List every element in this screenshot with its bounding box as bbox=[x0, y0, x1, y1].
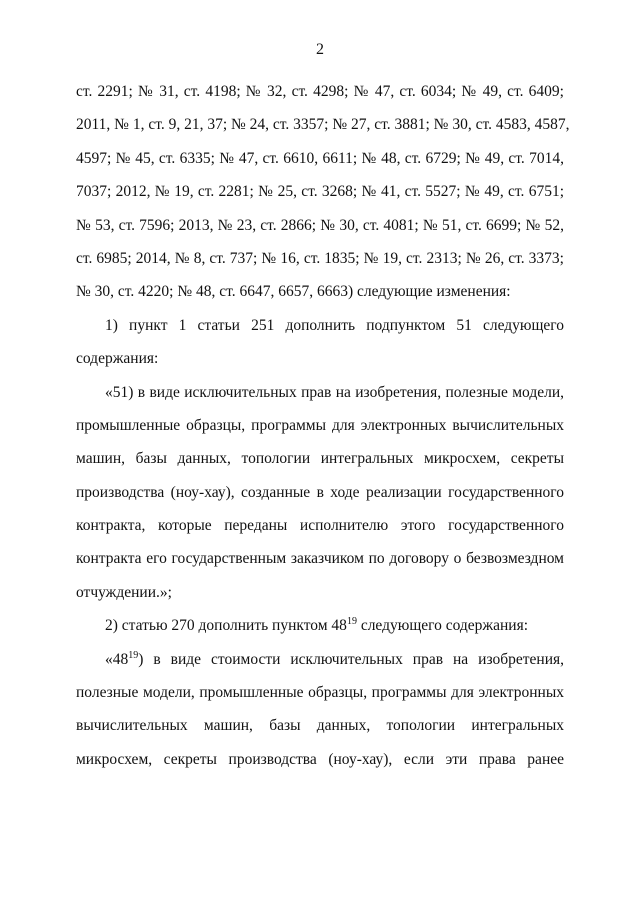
text-line: 2011, № 1, ст. 9, 21, 37; № 24, ст. 3357; № 27, ст. 3881; № 30, ст. 4583, 4587, bbox=[76, 116, 570, 134]
text-line: 4597; № 45, ст. 6335; № 47, ст. 6610, 6611; № 48, ст. 6729; № 49, ст. 7014, bbox=[76, 149, 564, 167]
document-body bbox=[76, 75, 570, 776]
text-line: № 30, ст. 4220; № 48, ст. 6647, 6657, 6663) следующие изменения: bbox=[76, 283, 511, 301]
item2-superscript: 19 bbox=[346, 616, 357, 628]
text-line: вычислительных машин, базы данных, топологии интегральных bbox=[76, 717, 564, 735]
text-line: отчуждении.»; bbox=[76, 583, 172, 601]
text-line: микросхем, секреты производства (ноу-хау), если эти права ранее bbox=[76, 750, 564, 768]
quote-48-line bbox=[76, 643, 564, 676]
text-line: № 53, ст. 7596; 2013, № 23, ст. 2866; № 30, ст. 4081; № 51, ст. 6699; № 52, bbox=[76, 216, 564, 234]
text-line: ст. 2291; № 31, ст. 4198; № 32, ст. 4298; № 47, ст. 6034; № 49, ст. 6409; bbox=[76, 83, 564, 100]
text-line: производства (ноу-хау), созданные в ходе реализации государственного bbox=[76, 483, 564, 501]
text-line: контракта его государственным заказчиком по договору о безвозмездном bbox=[76, 550, 564, 568]
item2-text-after: следующего содержания: bbox=[356, 617, 529, 635]
quote-48-rest: ) в виде стоимости исключительных прав на изобретения, bbox=[138, 650, 564, 668]
list-item-2-line bbox=[76, 609, 564, 642]
text-line: полезные модели, промышленные образцы, программы для электронных bbox=[76, 684, 564, 702]
quote-48-open: «48 bbox=[105, 650, 129, 668]
quote-line: «51) в виде исключительных прав на изобретения, полезные модели, bbox=[105, 383, 564, 401]
text-line: ст. 6985; 2014, № 8, ст. 737; № 16, ст. 1835; № 19, ст. 2313; № 26, ст. 3373; bbox=[76, 249, 564, 267]
text-line: машин, базы данных, топологии интегральных микросхем, секреты bbox=[76, 450, 564, 468]
item2-text: 2) статью 270 дополнить пунктом 48 bbox=[105, 617, 347, 635]
list-item-1-line: 1) пункт 1 статьи 251 дополнить подпунктом 51 следующего bbox=[105, 316, 564, 334]
text-line: контракта, которые переданы исполнителю этого государственного bbox=[76, 517, 564, 535]
text-line: 7037; 2012, № 19, ст. 2281; № 25, ст. 3268; № 41, ст. 5527; № 49, ст. 6751; bbox=[76, 183, 564, 201]
text-line: содержания: bbox=[76, 350, 159, 368]
text-line: промышленные образцы, программы для электронных вычислительных bbox=[76, 416, 564, 434]
quote-48-superscript: 19 bbox=[128, 649, 139, 661]
page-number: 2 bbox=[316, 41, 324, 58]
